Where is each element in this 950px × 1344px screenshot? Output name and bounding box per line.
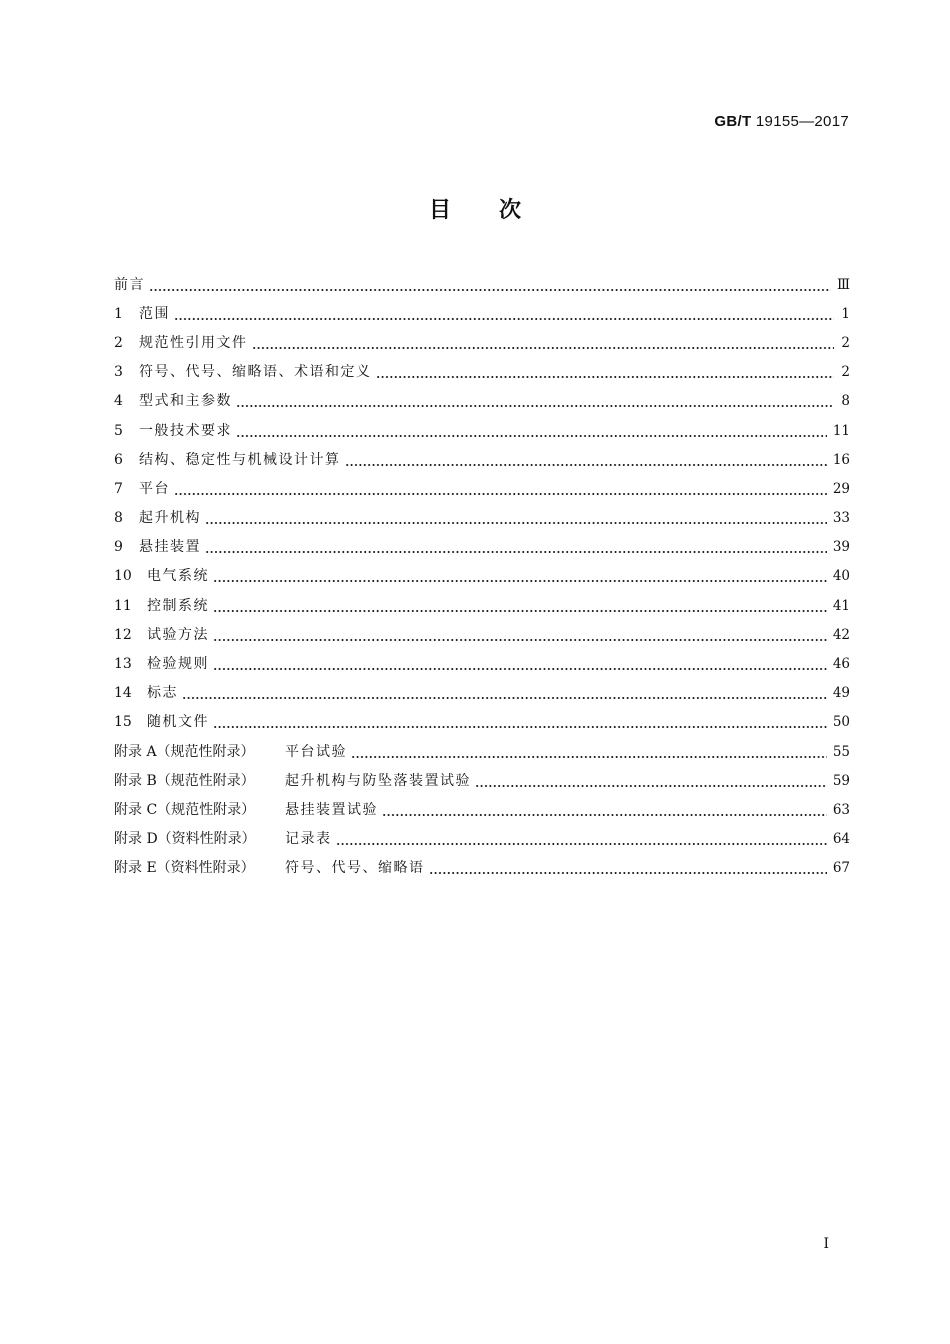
- toc-entry[interactable]: [114, 649, 850, 678]
- toc-entry-number: 附录 B（规范性附录）: [114, 772, 255, 789]
- toc-entry-page: 40: [832, 568, 850, 585]
- toc-entry-title: 试验方法: [147, 626, 209, 643]
- toc-dot-leader: [236, 422, 827, 440]
- toc-dot-leader: [213, 567, 827, 585]
- toc-entry-page: 50: [832, 714, 850, 731]
- toc-entry-page: 49: [832, 685, 850, 702]
- toc-entry-number: 14: [114, 685, 132, 702]
- toc-dot-leader: [429, 859, 827, 877]
- toc-entry-title: 平台试验: [285, 743, 347, 760]
- toc-entry-title: 一般技术要求: [139, 422, 232, 439]
- toc-entry-page: 2: [841, 364, 850, 381]
- toc-entry-page: 64: [832, 831, 850, 848]
- toc-entry[interactable]: [114, 299, 850, 328]
- toc-entry-page: 67: [832, 860, 850, 877]
- toc-entry[interactable]: [114, 562, 850, 591]
- toc-entry-number: 11: [114, 597, 132, 614]
- toc-entry-number: 附录 E（资料性附录）: [114, 860, 255, 877]
- toc-entry[interactable]: [114, 795, 850, 824]
- toc-title: 目次: [428, 198, 569, 223]
- toc-entry-number: 4: [114, 393, 123, 410]
- toc-entry-number: 15: [114, 714, 132, 731]
- toc-dot-leader: [205, 538, 827, 556]
- toc-dot-leader: [213, 626, 827, 644]
- toc-entry[interactable]: [114, 387, 850, 416]
- toc-entry-number: 附录 D（资料性附录）: [114, 831, 256, 848]
- toc-entry-number: 6: [114, 451, 123, 468]
- toc-dot-leader: [174, 480, 827, 498]
- toc-dot-leader: [336, 830, 827, 848]
- toc-entry-number: 3: [114, 364, 123, 381]
- toc-entry[interactable]: [114, 270, 850, 299]
- toc-entry-title: 控制系统: [147, 597, 209, 614]
- standard-number: 19155—2017: [755, 113, 849, 130]
- toc-entry[interactable]: [114, 504, 850, 533]
- toc-entry-title: 检验规则: [147, 656, 209, 673]
- toc-entry[interactable]: [114, 708, 850, 737]
- toc-entry-page: 2: [841, 334, 850, 351]
- toc-entry-page: 29: [832, 480, 850, 497]
- toc-entry[interactable]: [114, 679, 850, 708]
- toc-entry-page: 33: [832, 510, 850, 527]
- toc-entry-page: 16: [832, 451, 850, 468]
- toc-entry[interactable]: [114, 854, 850, 883]
- toc-entry-number: 附录 A（规范性附录）: [114, 743, 255, 760]
- toc-entry-number: 9: [114, 539, 123, 556]
- toc-entry[interactable]: [114, 825, 850, 854]
- toc-dot-leader: [351, 743, 827, 761]
- toc-dot-leader: [213, 655, 827, 673]
- toc-dot-leader: [213, 713, 827, 731]
- toc-entry-title: 起升机构: [139, 510, 201, 527]
- toc-entry[interactable]: [114, 737, 850, 766]
- toc-entry-number: 附录 C（规范性附录）: [114, 801, 256, 818]
- toc-entry-title: 规范性引用文件: [139, 334, 248, 351]
- toc-entry-page: 8: [841, 393, 850, 410]
- toc-dot-leader: [382, 801, 827, 819]
- page-number: Ⅰ: [823, 1236, 829, 1252]
- toc-dot-leader: [174, 305, 834, 323]
- toc-entry-title: 记录表: [285, 831, 332, 848]
- toc-entry[interactable]: [114, 591, 850, 620]
- toc-dot-leader: [213, 597, 827, 615]
- standard-prefix: GB/T: [714, 113, 752, 130]
- toc-entry-number: 5: [114, 422, 123, 439]
- toc-entry-title: 符号、代号、缩略语: [285, 860, 425, 877]
- standard-code: [714, 113, 849, 130]
- toc-dot-leader: [236, 392, 834, 410]
- toc-entry-title: 悬挂装置: [139, 539, 201, 556]
- toc-dot-leader: [376, 363, 835, 381]
- toc-entry-title: 型式和主参数: [139, 393, 232, 410]
- toc-entry[interactable]: [114, 328, 850, 357]
- toc-entry-title: 范围: [139, 305, 170, 322]
- toc-entry-page: 11: [832, 422, 850, 439]
- toc-entry-title: 结构、稳定性与机械设计计算: [139, 451, 341, 468]
- toc-entry-title: 符号、代号、缩略语、术语和定义: [139, 364, 372, 381]
- toc-entry-page: 59: [832, 772, 850, 789]
- toc-entry-number: 13: [114, 656, 132, 673]
- table-of-contents: [114, 270, 850, 883]
- toc-entry-number: 8: [114, 510, 123, 527]
- toc-entry-number: 10: [114, 568, 132, 585]
- toc-entry-number: 2: [114, 334, 123, 351]
- toc-entry[interactable]: [114, 620, 850, 649]
- toc-entry-title: 随机文件: [147, 714, 209, 731]
- toc-entry-title: 平台: [139, 480, 170, 497]
- toc-entry[interactable]: [114, 416, 850, 445]
- toc-entry-title: 前言: [114, 276, 145, 293]
- toc-dot-leader: [345, 451, 827, 469]
- toc-entry[interactable]: [114, 445, 850, 474]
- toc-entry-page: Ⅲ: [836, 276, 850, 293]
- toc-dot-leader: [205, 509, 827, 527]
- toc-entry-title: 悬挂装置试验: [285, 801, 378, 818]
- toc-entry[interactable]: [114, 533, 850, 562]
- toc-entry-title: 起升机构与防坠落装置试验: [285, 772, 471, 789]
- toc-dot-leader: [475, 772, 827, 790]
- toc-entry-title: 电气系统: [147, 568, 209, 585]
- toc-entry[interactable]: [114, 766, 850, 795]
- toc-dot-leader: [149, 276, 831, 294]
- toc-entry-page: 39: [832, 539, 850, 556]
- toc-entry-number: 12: [114, 626, 132, 643]
- toc-dot-leader: [252, 334, 835, 352]
- toc-entry-page: 63: [832, 801, 850, 818]
- toc-entry-page: 46: [832, 656, 850, 673]
- toc-entry-page: 41: [832, 597, 850, 614]
- toc-entry[interactable]: [114, 474, 850, 503]
- toc-entry[interactable]: [114, 358, 850, 387]
- toc-entry-page: 55: [832, 743, 850, 760]
- toc-entry-title: 标志: [147, 685, 178, 702]
- toc-dot-leader: [182, 684, 827, 702]
- toc-entry-page: 1: [841, 305, 850, 322]
- toc-entry-page: 42: [832, 626, 850, 643]
- toc-entry-number: 7: [114, 480, 123, 497]
- toc-entry-number: 1: [114, 305, 123, 322]
